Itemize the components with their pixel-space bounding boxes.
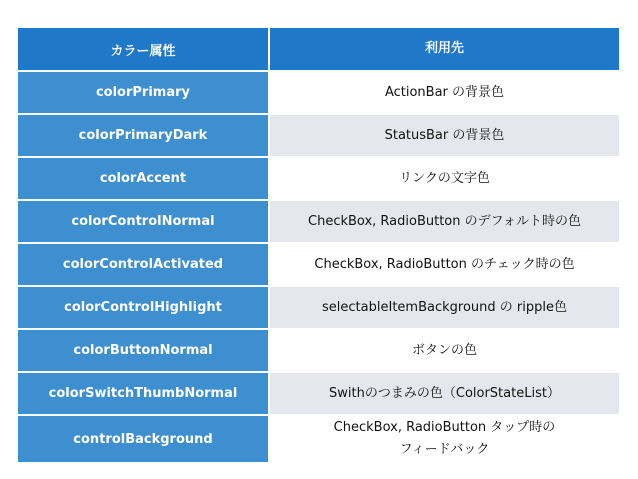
table-row — [18, 414, 619, 462]
attribute-cell: colorButtonNormal — [18, 330, 270, 371]
usage-cell: リンクの文字色 — [270, 158, 619, 199]
usage-cell-line: フィードバック — [399, 442, 490, 457]
attribute-cell: colorControlHighlight — [18, 287, 270, 328]
usage-cell: Swithのつまみの色（ColorStateList） — [270, 373, 619, 414]
table-row — [18, 156, 619, 199]
usage-cell: ボタンの色 — [270, 330, 619, 371]
usage-cell: selectableItemBackground の ripple色 — [270, 287, 619, 328]
usage-cell: CheckBox, RadioButton のデフォルト時の色 — [270, 201, 619, 242]
attribute-cell: controlBackground — [18, 416, 270, 462]
usage-cell-line: CheckBox, RadioButton タップ時の — [333, 420, 556, 435]
table-row — [18, 113, 619, 156]
table-row — [18, 371, 619, 414]
table-row — [18, 328, 619, 371]
attribute-cell: colorControlNormal — [18, 201, 270, 242]
header-attribute: カラー属性 — [18, 28, 270, 70]
table-row — [18, 242, 619, 285]
usage-cell: ActionBar の背景色 — [270, 72, 619, 113]
usage-cell — [270, 416, 619, 462]
attribute-cell: colorSwitchThumbNormal — [18, 373, 270, 414]
attribute-cell: colorAccent — [18, 158, 270, 199]
attribute-cell: colorControlActivated — [18, 244, 270, 285]
color-attribute-table — [18, 28, 619, 462]
table-row — [18, 285, 619, 328]
usage-cell: CheckBox, RadioButton のチェック時の色 — [270, 244, 619, 285]
table-row — [18, 70, 619, 113]
attribute-cell: colorPrimaryDark — [18, 115, 270, 156]
table-header-row — [18, 28, 619, 70]
attribute-cell: colorPrimary — [18, 72, 270, 113]
header-usage: 利用先 — [270, 28, 619, 70]
usage-cell: StatusBar の背景色 — [270, 115, 619, 156]
table-row — [18, 199, 619, 242]
